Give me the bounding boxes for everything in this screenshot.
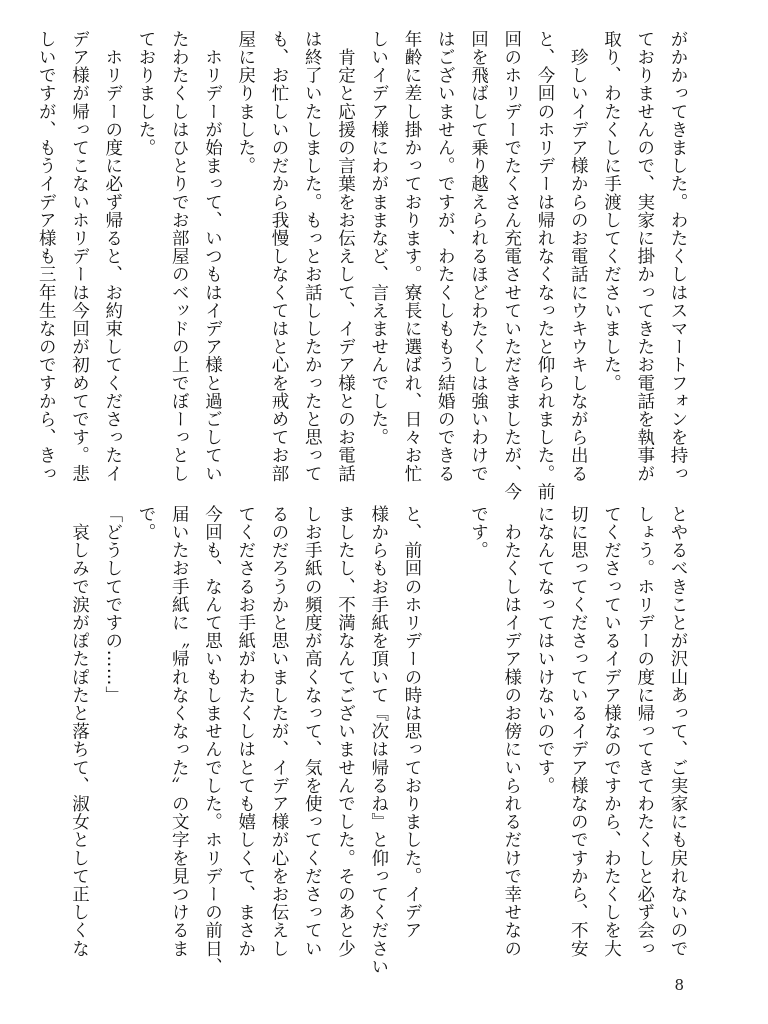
text-line: ましたし、不満なんてございませんでした。そのあと少 xyxy=(335,505,356,958)
text-block-lower xyxy=(69,505,694,976)
text-line: ホリデーの度に必ず帰ると、お約束してくださったイ xyxy=(102,30,123,483)
text-line: てくださるお手紙がわたくしはとても嬉しくて、まさか xyxy=(235,505,256,958)
text-line: 肯定と応援の言葉をお伝えして、イデア様とのお電話 xyxy=(335,30,356,483)
text-line: ておりました。 xyxy=(136,30,156,157)
text-line: てくださっているイデア様なのですから、わたくしを大 xyxy=(601,505,622,958)
text-line: 回のホリデーでたくさん充電させていただきましたが、今 xyxy=(501,30,522,501)
text-line: で。 xyxy=(136,505,156,542)
text-line: 屋に戻りました。 xyxy=(235,30,256,175)
text-line: と、前回のホリデーの時は思っておりました。イデア xyxy=(402,505,422,940)
text-line xyxy=(428,505,461,965)
text-line: 様からもお手紙を頂いて『次は帰るね』と仰ってください xyxy=(368,505,389,976)
text-line: とやるべきことが沢山あって、ご実家にも戻れないので xyxy=(668,505,688,958)
text-line: わたくしはイデア様のお傍にいられるだけで幸せなの xyxy=(501,505,522,958)
text-block-upper xyxy=(36,30,694,501)
text-line: は終了いたしました。もっとお話ししたかったと思って xyxy=(302,30,323,483)
page-number: 8 xyxy=(674,976,684,994)
text-line: 切に思ってくださっているイデア様なのですから、不安 xyxy=(568,505,589,958)
text-line: と、今回のホリデーは帰れなくなったと仰られました。前 xyxy=(535,30,555,501)
text-line: しょう。ホリデーの度に帰ってきてわたくしと必ず会っ xyxy=(634,505,655,958)
text-line: ホリデーが始まって、いつもはイデア様と過ごしてい xyxy=(202,30,223,483)
text-line: 珍しいイデア様からのお電話にウキウキしながら出る xyxy=(568,30,589,483)
text-line: ておりませんので、実家に掛かってきたお電話を執事が xyxy=(634,30,655,483)
text-line: 今回も、なんて思いもしませんでした。ホリデーの前日、 xyxy=(202,505,223,976)
text-line: しいイデア様にわがままなど、言えませんでした。 xyxy=(368,30,389,447)
text-line: しいですが、もうイデア様も三年生なのですから、きっ xyxy=(36,30,57,483)
text-line: になんてなってはいけないのです。 xyxy=(535,505,555,795)
text-line: しお手紙の頻度が高くなって、気を使ってくださってい xyxy=(302,505,323,958)
text-line: も、お忙しいのだから我慢しなくてはと心を戒めてお部 xyxy=(269,30,289,483)
text-line: はございません。ですが、わたくしももう結婚のできる xyxy=(435,30,456,483)
text-line: です。 xyxy=(468,505,489,560)
text-line: 哀しみで涙がぽたぽたと落ちて、淑女として正しくな xyxy=(69,505,90,958)
text-line: たわたくしはひとりでお部屋のベッドの上でぼーっとし xyxy=(169,30,190,483)
text-line: がかかってきました。わたくしはスマートフォンを持っ xyxy=(668,30,688,483)
text-line: るのだろうかと思いましたが、イデア様が心をお伝えし xyxy=(269,505,289,958)
text-line: 取り、わたくしに手渡してくださいました。 xyxy=(601,30,622,392)
text-line: 回を飛ばして乗り越えられるほどわたくしは強いわけで xyxy=(468,30,489,483)
text-line: 「どうしてですの……」 xyxy=(102,505,123,705)
text-line: デア様が帰ってこないホリデーは今回が初めてです。悲 xyxy=(69,30,90,483)
text-line: 届いたお手紙に〝帰れなくなった〟の文字を見つけるま xyxy=(169,505,190,958)
text-line: 年齢に差し掛かっております。寮長に選ばれ、日々お忙 xyxy=(402,30,422,483)
